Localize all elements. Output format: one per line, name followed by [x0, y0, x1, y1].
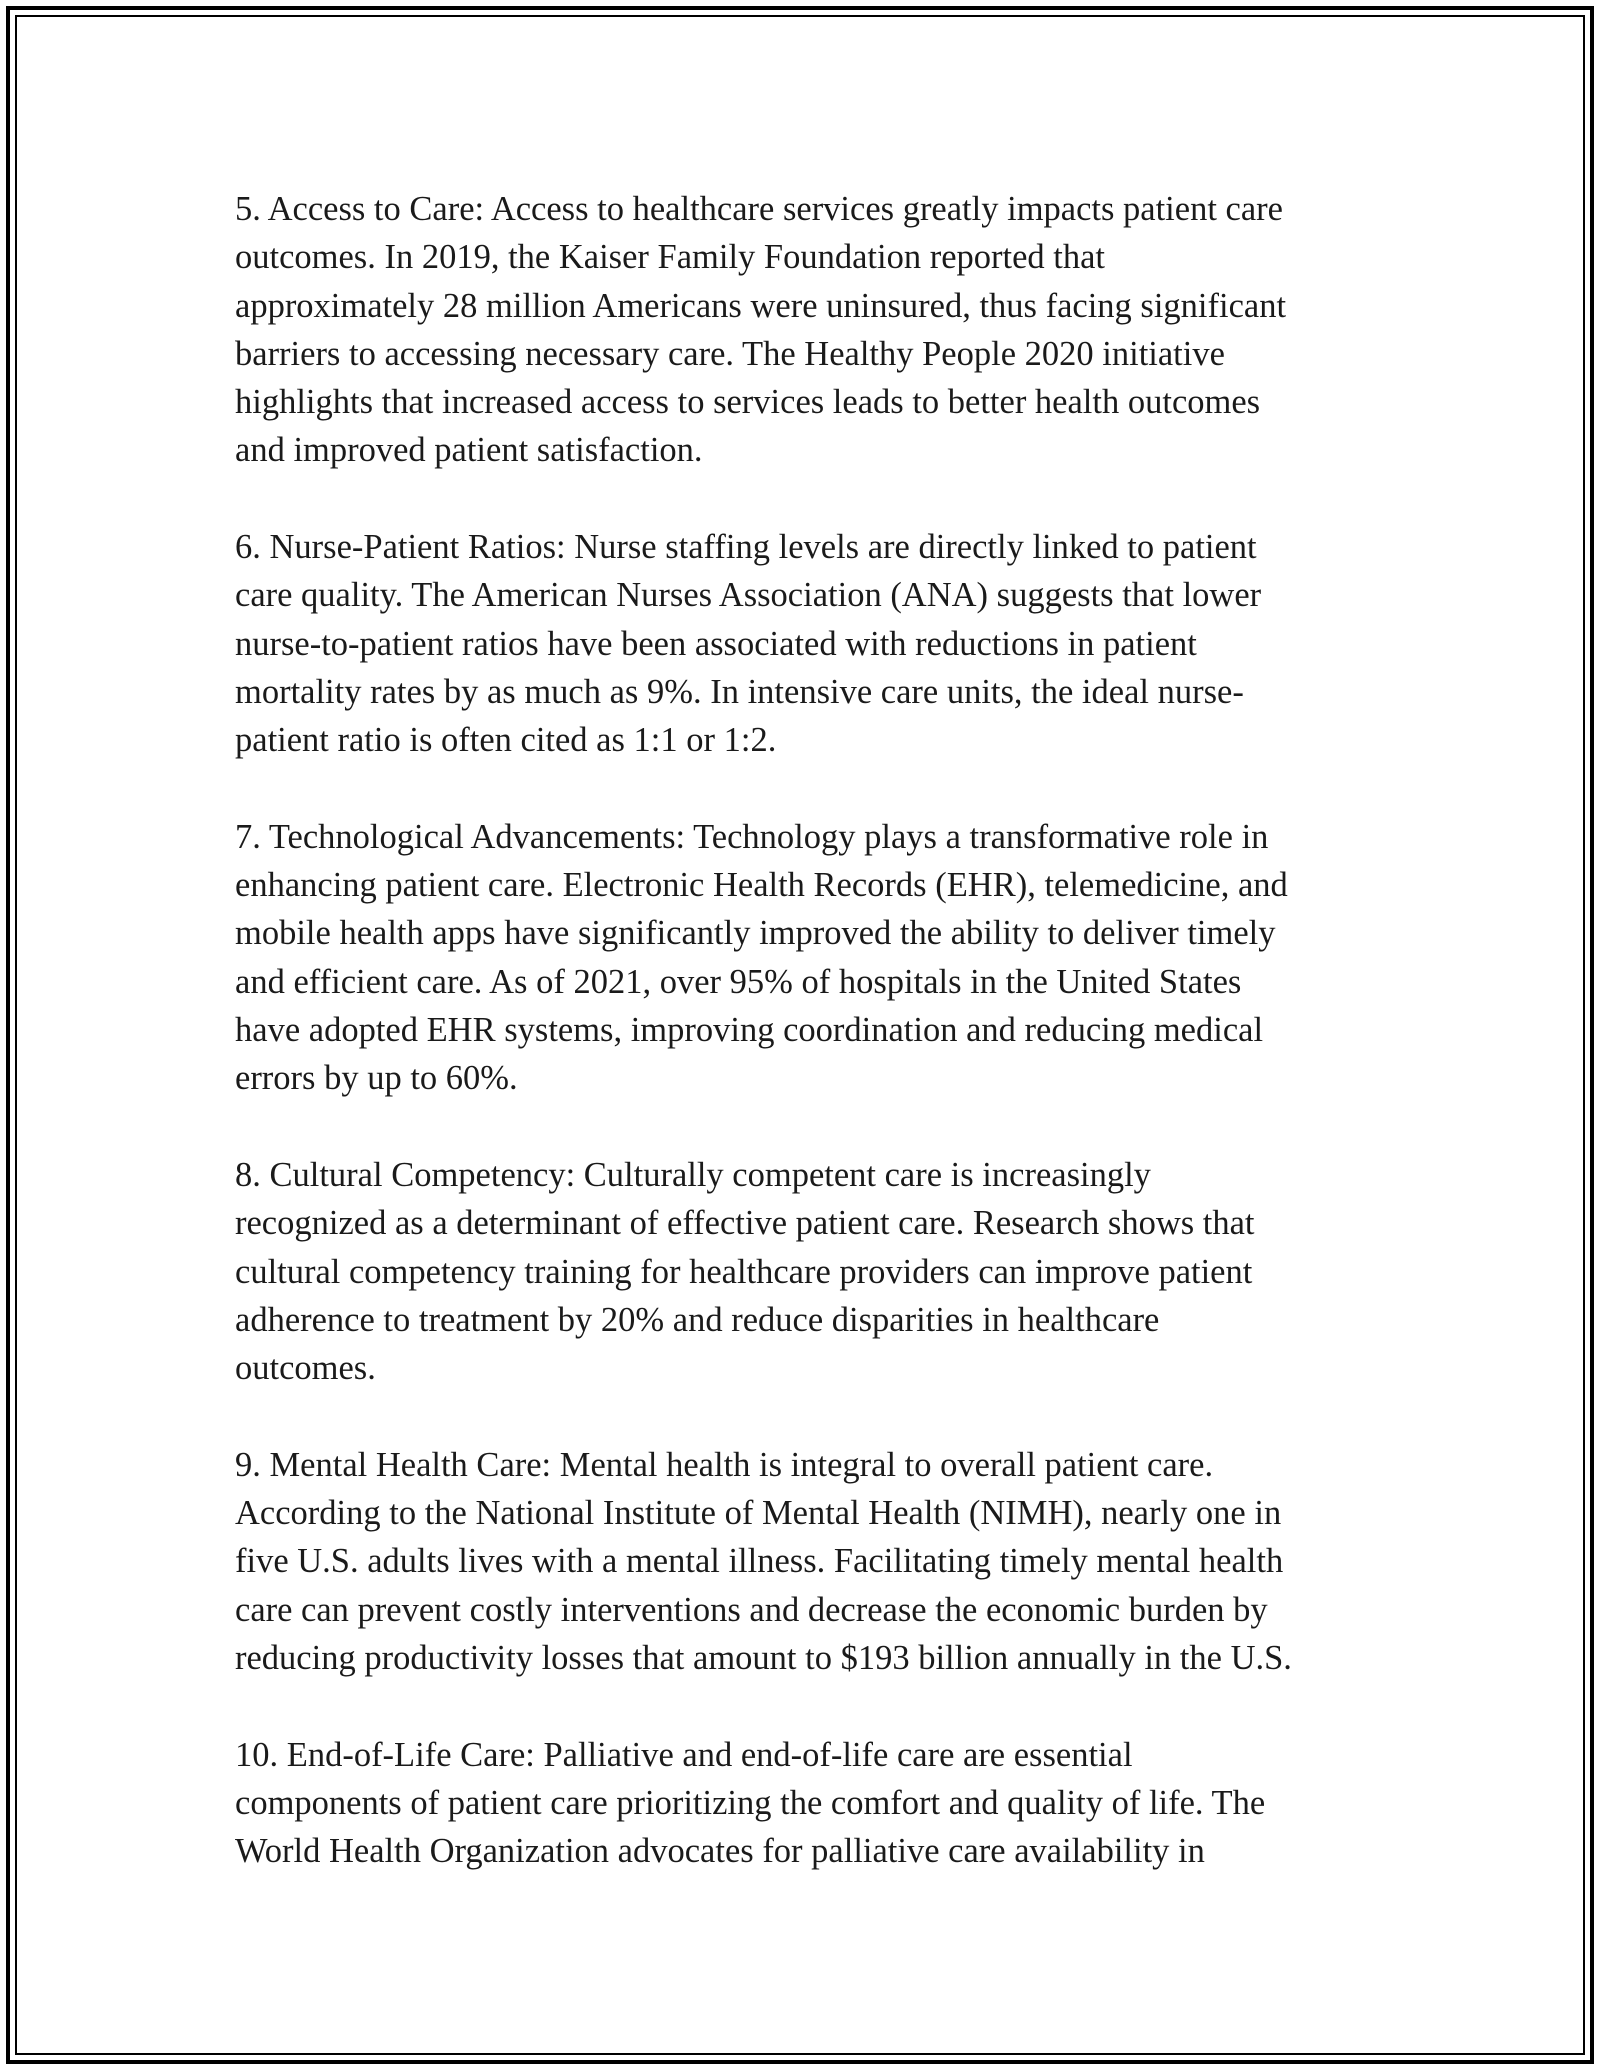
text-line: 5. Access to Care: Access to healthcare services greatly impacts patient care	[235, 190, 1283, 228]
text-line: 6. Nurse-Patient Ratios: Nurse staffing levels are directly linked to patient	[235, 528, 1257, 567]
text-line: cultural competency training for healthcare providers can improve patient	[235, 1252, 1253, 1291]
text-line: nurse-to-patient ratios have been associated with reductions in patient	[235, 624, 1197, 663]
text-line: 8. Cultural Competency: Culturally competent care is increasingly	[235, 1155, 1151, 1194]
text-line: care quality. The American Nurses Association (ANA) suggests that lower	[235, 576, 1262, 615]
text-line: highlights that increased access to services leads to better health outcomes	[235, 383, 1261, 422]
text-line: mobile health apps have significantly improved the ability to deliver timely	[235, 914, 1276, 953]
paragraph-nurse-patient-ratios	[235, 523, 1375, 764]
paragraph-access-to-care	[235, 185, 1375, 475]
text-line: mortality rates by as much as 9%. In intensive care units, the ideal nurse-	[235, 672, 1244, 711]
text-line: and improved patient satisfaction.	[235, 431, 703, 470]
text-line: outcomes. In 2019, the Kaiser Family Foundation reported that	[235, 238, 1105, 277]
text-line: errors by up to 60%.	[235, 1059, 518, 1098]
text-line: components of patient care prioritizing the comfort and quality of life. The	[235, 1783, 1266, 1822]
paragraph-cultural-competency	[235, 1151, 1375, 1392]
text-line: and efficient care. As of 2021, over 95% of hospitals in the United States	[235, 962, 1242, 1001]
text-line: According to the National Institute of Mental Health (NIMH), nearly one in	[235, 1494, 1282, 1533]
text-line: adherence to treatment by 20% and reduce disparities in healthcare	[235, 1300, 1160, 1339]
text-line: have adopted EHR systems, improving coordination and reducing medical	[235, 1011, 1264, 1050]
document-body	[235, 185, 1375, 1924]
text-line: recognized as a determinant of effective patient care. Research shows that	[235, 1204, 1255, 1243]
text-line: barriers to accessing necessary care. The Healthy People 2020 initiative	[235, 334, 1225, 373]
text-line: approximately 28 million Americans were uninsured, thus facing significant	[235, 286, 1287, 325]
text-line: care can prevent costly interventions and decrease the economic burden by	[235, 1590, 1268, 1629]
paragraph-end-of-life-care	[235, 1731, 1375, 1876]
text-line: World Health Organization advocates for palliative care availability in	[235, 1832, 1205, 1871]
paragraph-technological-advancements	[235, 813, 1375, 1103]
text-line: 10. End-of-Life Care: Palliative and end-of-life care are essential	[235, 1735, 1133, 1774]
text-line: enhancing patient care. Electronic Health Records (EHR), telemedicine, and	[235, 866, 1288, 905]
text-line: patient ratio is often cited as 1:1 or 1:2.	[235, 721, 777, 760]
text-line: outcomes.	[235, 1349, 376, 1388]
text-line: five U.S. adults lives with a mental illness. Facilitating timely mental health	[235, 1542, 1284, 1581]
text-line: reducing productivity losses that amount to $193 billion annually in the U.S.	[235, 1638, 1292, 1677]
text-line: 7. Technological Advancements: Technology plays a transformative role in	[235, 817, 1269, 856]
paragraph-mental-health-care	[235, 1441, 1375, 1682]
text-line: 9. Mental Health Care: Mental health is integral to overall patient care.	[235, 1445, 1214, 1484]
